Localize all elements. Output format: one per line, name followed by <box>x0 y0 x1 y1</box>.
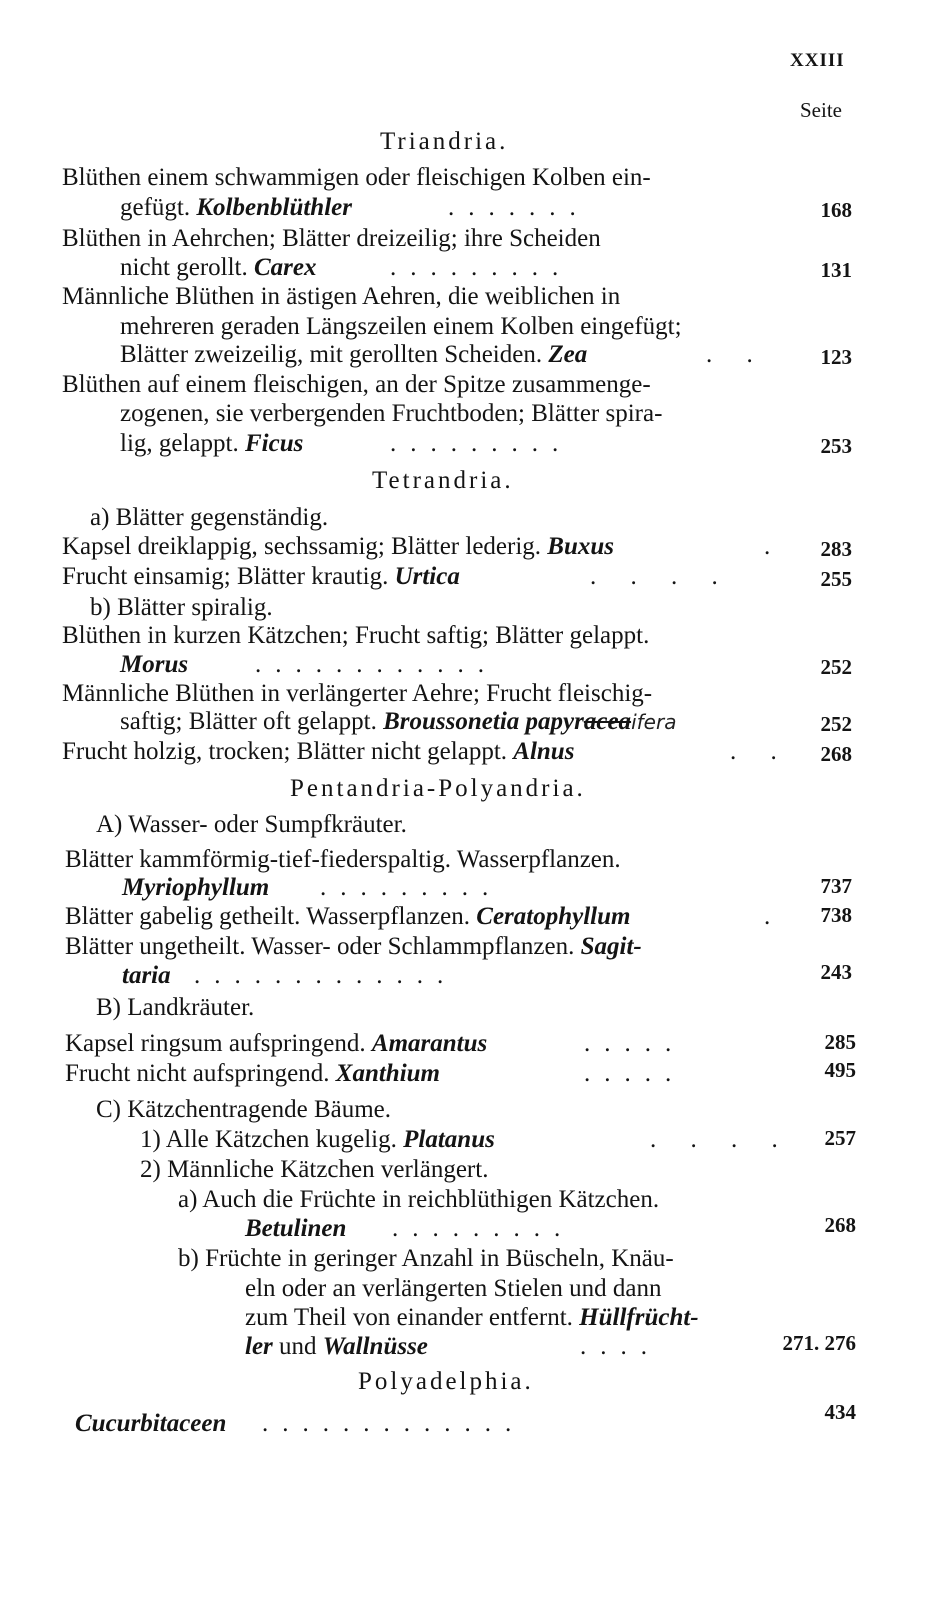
page-ref: 268 <box>824 1213 856 1237</box>
entry-text: Betulinen <box>245 1215 347 1242</box>
leader-dots: . <box>764 533 785 560</box>
subgroup-heading: B) Landkräuter. <box>96 994 255 1021</box>
leader-dots: . . . . <box>590 563 732 590</box>
struck-suffix: acea <box>583 708 632 735</box>
page-ref: 268 <box>820 742 852 766</box>
entry-text: a) Auch die Früchte in reichblüthigen Kätzchen. <box>178 1186 660 1213</box>
leader-dots: . . <box>730 738 791 765</box>
leader-dots: . <box>764 903 785 930</box>
page-ref: 283 <box>820 537 852 561</box>
page-ref: 253 <box>820 434 852 458</box>
page-ref: 252 <box>820 655 852 679</box>
leader-dots: . . <box>706 341 767 368</box>
page-ref: 255 <box>820 567 852 591</box>
leader-dots: .... <box>580 1333 661 1360</box>
entry-text: nicht gerollt. Carex <box>120 254 317 281</box>
page-number: XXIII <box>790 50 845 71</box>
leader-dots: ............. <box>194 962 458 989</box>
entry-text: ler und Wallnüsse <box>245 1333 428 1360</box>
subgroup-heading: A) Wasser- oder Sumpfkräuter. <box>96 811 407 838</box>
leader-dots: ..... <box>584 1060 686 1087</box>
entry-text: Männliche Blüthen in ästigen Aehren, die weiblichen in <box>62 283 621 310</box>
handwritten-correction: ifera <box>631 710 677 734</box>
leader-dots: . . . . <box>650 1126 792 1153</box>
leader-dots: ......... <box>320 874 503 901</box>
entry-text: eln oder an verlängerten Stielen und dann <box>245 1275 662 1302</box>
page-ref: 271. 276 <box>782 1331 856 1355</box>
entry-text: Myriophyllum <box>122 874 270 901</box>
page-ref: 243 <box>820 960 852 984</box>
subgroup-heading: a) Blätter gegenständig. <box>90 504 329 531</box>
entry-text: Blüthen in Aehrchen; Blätter dreizeilig; ihre Scheiden <box>62 225 601 252</box>
leader-dots: ............ <box>255 651 498 678</box>
entry-text: Blätter kammförmig-tief-fiederspaltig. Wasserpflanzen. <box>65 846 621 873</box>
entry-text: 2) Männliche Kätzchen verlängert. <box>140 1156 489 1183</box>
page-ref: 252 <box>820 712 852 736</box>
page-ref: 434 <box>824 1400 856 1424</box>
entry-text: mehreren geraden Längszeilen einem Kolben eingefügt; <box>120 313 682 340</box>
page-ref: 257 <box>824 1126 856 1150</box>
section-heading-polyadelphia: Polyadelphia. <box>358 1368 534 1395</box>
entry-text: Blätter gabelig getheilt. Wasserpflanzen. Ceratophyllum <box>65 903 631 930</box>
entry-text: zogenen, sie verbergenden Fruchtboden; Blätter spira- <box>120 400 663 427</box>
entry-text: b) Früchte in geringer Anzahl in Büscheln, Knäu- <box>178 1245 674 1272</box>
entry-text: Blüthen in kurzen Kätzchen; Frucht saftig; Blätter gelappt. <box>62 622 650 649</box>
page-column-header: Seite <box>800 98 842 122</box>
entry-text: Kapsel dreiklappig, sechssamig; Blätter lederig. Buxus <box>62 533 614 560</box>
subgroup-heading: b) Blätter spiralig. <box>90 594 273 621</box>
section-heading-triandria: Triandria. <box>380 128 509 155</box>
leader-dots: ....... <box>448 194 590 221</box>
leader-dots: ............. <box>262 1410 526 1437</box>
page-ref: 737 <box>820 874 852 898</box>
entry-text: Blüthen einem schwammigen oder fleischigen Kolben ein- <box>62 164 651 191</box>
entry-text: Kapsel ringsum aufspringend. Amarantus <box>65 1030 488 1057</box>
entry-text: gefügt. Kolbenblüthler <box>120 194 352 221</box>
page-ref: 123 <box>820 345 852 369</box>
entry-text: lig, gelappt. Ficus <box>120 430 304 457</box>
page-ref: 738 <box>820 903 852 927</box>
entry-text: taria <box>122 962 171 989</box>
entry-text: Frucht holzig, trocken; Blätter nicht gelappt. Alnus <box>62 738 575 765</box>
leader-dots: ......... <box>390 254 573 281</box>
entry-text: zum Theil von einander entfernt. Hüllfrücht- <box>245 1304 699 1331</box>
entry-text: Männliche Blüthen in verlängerter Aehre; Frucht fleischig- <box>62 680 653 707</box>
entry-text: Blätter ungetheilt. Wasser- oder Schlammpflanzen. Sagit- <box>65 933 642 960</box>
page-ref: 495 <box>824 1058 856 1082</box>
leader-dots: ......... <box>392 1215 575 1242</box>
entry-text: Cucurbitaceen <box>75 1410 227 1437</box>
leader-dots: ..... <box>584 1030 686 1057</box>
section-heading-pentandria: Pentandria-Polyandria. <box>290 775 586 802</box>
page-ref: 131 <box>820 258 852 282</box>
page-ref: 168 <box>820 198 852 222</box>
entry-text: saftig; Blätter oft gelappt. Broussonetia papyraceaifera <box>120 708 677 735</box>
section-heading-tetrandria: Tetrandria. <box>372 467 514 494</box>
leader-dots: ......... <box>390 430 573 457</box>
subgroup-heading: C) Kätzchentragende Bäume. <box>96 1096 392 1123</box>
entry-text: Blüthen auf einem fleischigen, an der Spitze zusammenge- <box>62 371 651 398</box>
entry-text: Frucht nicht aufspringend. Xanthium <box>65 1060 441 1087</box>
entry-text: Morus <box>120 651 189 678</box>
page-ref: 285 <box>824 1030 856 1054</box>
entry-text: 1) Alle Kätzchen kugelig. Platanus <box>140 1126 495 1153</box>
entry-text: Blätter zweizeilig, mit gerollten Scheiden. Zea <box>120 341 588 368</box>
entry-text: Frucht einsamig; Blätter krautig. Urtica <box>62 563 460 590</box>
